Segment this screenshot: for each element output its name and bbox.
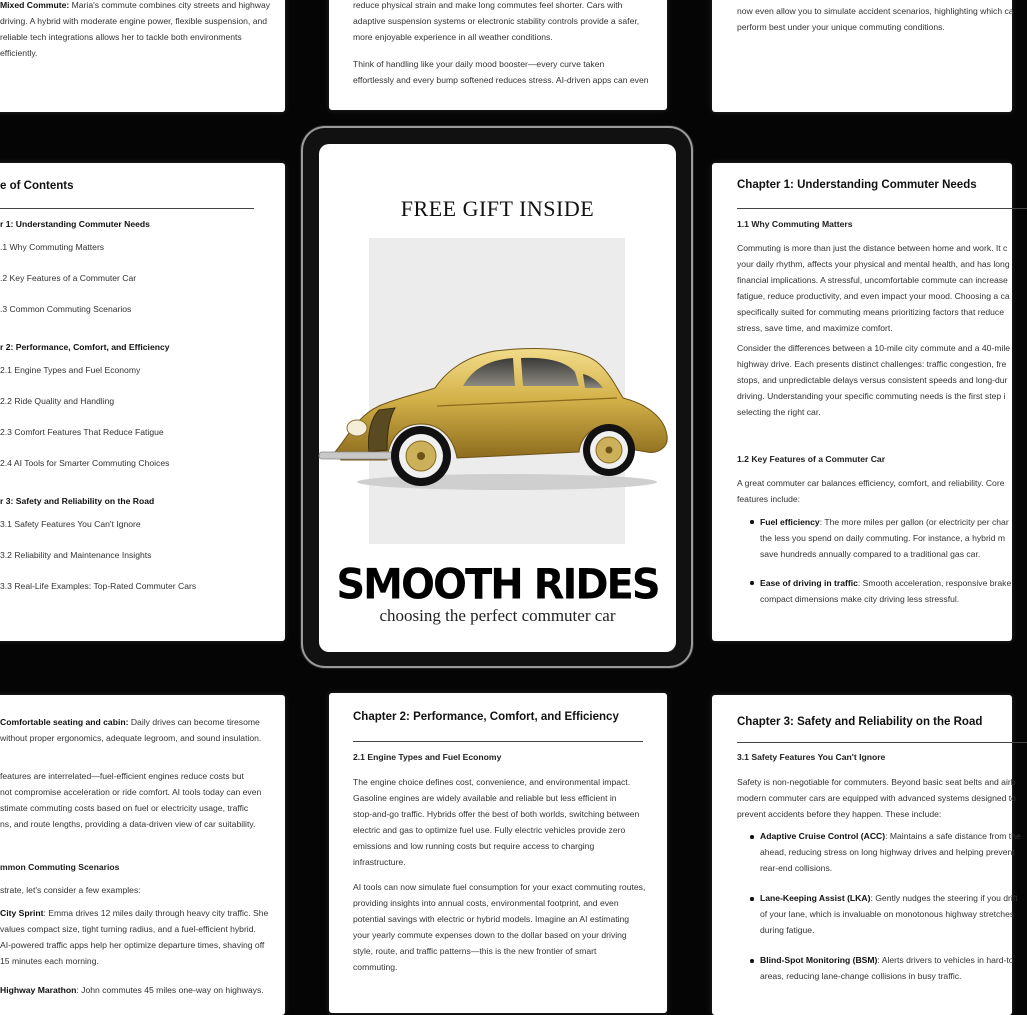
tablet-device [303, 128, 691, 666]
text-line [760, 514, 1009, 530]
car-photo [369, 238, 625, 544]
text-line: ns, and route lengths, providing a data-driven view of car suitability. [0, 819, 256, 829]
bullet-dot [750, 520, 754, 524]
text-line: ahead, reducing stress on long highway drives and helping prevent [760, 847, 1015, 857]
text-span: : Maintains a safe distance from the [885, 831, 1021, 841]
divider [737, 742, 1027, 743]
section-heading: 2.1 Engine Types and Fuel Economy [353, 752, 502, 762]
text-line: emissions and low running costs but require access to charging [353, 841, 595, 851]
text-line: infrastructure. [353, 857, 406, 867]
bold-label: Adaptive Cruise Control (ACC) [760, 831, 886, 841]
divider [0, 208, 254, 209]
gift-heading: FREE GIFT INSIDE [400, 196, 595, 221]
text-line [760, 828, 1021, 844]
chapter-title: Chapter 1: Understanding Commuter Needs [737, 179, 977, 191]
toc-chapter-entry[interactable]: r 2: Performance, Comfort, and Efficiency [0, 342, 170, 352]
section-heading: 3.1 Safety Features You Can't Ignore [737, 752, 886, 762]
text-span: : The more miles per gallon (or electricity per char [819, 517, 1009, 527]
text-line: specifically suited for commuting means prioritizing factors that reduce [737, 307, 1004, 317]
toc-chapter-entry[interactable]: r 3: Safety and Reliability on the Road [0, 496, 155, 506]
page-chapter-1 [712, 163, 1012, 641]
text-line [0, 905, 268, 921]
page-top-center [329, 0, 667, 110]
bold-label: Blind-Spot Monitoring (BSM) [760, 955, 878, 965]
text-line: stop-and-go traffic. Hybrids offer the best of both worlds, switching between [353, 809, 640, 819]
text-line: adaptive suspension systems or electronic stability controls provide a safer, [353, 16, 640, 26]
text-line: modern commuter cars are equipped with advanced systems designed to [737, 793, 1016, 803]
text-line [0, 982, 264, 998]
text-line [0, 0, 270, 13]
text-line: reliable tech integrations allows her to tackle both environments [0, 32, 242, 42]
book-title: SMOOTH RIDES [336, 560, 659, 610]
text-line: electric and gas to optimize fuel use. Fully electric vehicles provide zero [353, 825, 626, 835]
toc-section-entry[interactable]: .2 Key Features of a Commuter Car [0, 273, 137, 283]
text-span: Maria's commute combines city streets and highway [69, 0, 271, 10]
text-line: your daily rhythm, affects your physical and mental health, and has long [737, 259, 1010, 269]
text-line: financial implications. A stressful, uncomfortable commute can increase [737, 275, 1008, 285]
text-line [760, 890, 1018, 906]
bullet-dot [750, 581, 754, 585]
text-line: fatigue, reduce productivity, and even impact your mood. Choosing a ca [737, 291, 1010, 301]
section-heading: mmon Commuting Scenarios [0, 862, 120, 872]
text-line: of your lane, which is invaluable on monotonous highway stretches [760, 909, 1015, 919]
text-line: highway drive. Each presents distinct challenges: traffic congestion, fre [737, 359, 1007, 369]
ebook-cover [319, 144, 676, 652]
text-line: 15 minutes each morning. [0, 956, 99, 966]
bold-label: Ease of driving in traffic [760, 578, 858, 588]
page-bottom-left [0, 695, 285, 1015]
toc-section-entry[interactable]: 3.3 Real-Life Examples: Top-Rated Commuter Cars [0, 581, 197, 591]
text-line: A great commuter car balances efficiency, comfort, and reliability. Core [737, 478, 1005, 488]
bold-label: City Sprint [0, 908, 44, 918]
page-top-left [0, 0, 285, 112]
bullet-dot [750, 835, 754, 839]
section-heading: 1.2 Key Features of a Commuter Car [737, 454, 886, 464]
section-heading: 1.1 Why Commuting Matters [737, 219, 853, 229]
bold-label: Highway Marathon [0, 985, 77, 995]
text-line: Consider the differences between a 10-mile city commute and a 40-mile [737, 343, 1011, 353]
bold-label: Mixed Commute: [0, 0, 70, 10]
text-line: now even allow you to simulate accident scenarios, highlighting which ca [737, 6, 1014, 16]
toc-section-entry[interactable]: .3 Common Commuting Scenarios [0, 304, 132, 314]
bold-label: Lane-Keeping Assist (LKA) [760, 893, 871, 903]
text-span: : Alerts drivers to vehicles in hard-to [877, 955, 1014, 965]
book-subtitle: choosing the perfect commuter car [379, 606, 616, 625]
toc-chapter-entry[interactable]: r 1: Understanding Commuter Needs [0, 219, 150, 229]
toc-section-entry[interactable]: 3.1 Safety Features You Can't Ignore [0, 519, 141, 529]
text-line [760, 575, 1011, 591]
text-line: the less you spend on daily commuting. For instance, a hybrid m [760, 533, 1006, 543]
bullet-dot [750, 897, 754, 901]
text-line: values compact size, tight turning radius, and a fuel-efficient hybrid. [0, 924, 256, 934]
chapter-title: Chapter 3: Safety and Reliability on the Road [737, 716, 983, 728]
text-line: potential savings with electric or hybrid models. Imagine an AI estimating [353, 914, 630, 924]
text-line: strate, let's consider a few examples: [0, 885, 141, 895]
toc-section-entry[interactable]: .1 Why Commuting Matters [0, 242, 105, 252]
text-line: selecting the right car. [737, 407, 821, 417]
text-line: features include: [737, 494, 801, 504]
text-line [0, 714, 260, 730]
toc-title: e of Contents [0, 180, 74, 192]
text-line: more enjoyable experience in all weather conditions. [353, 32, 553, 42]
text-line: providing insights into annual costs, environmental footprint, and even [353, 898, 619, 908]
bold-label: Fuel efficiency [760, 517, 820, 527]
text-line: effortlessly and every bump softened reduces stress. AI-driven apps can even [353, 75, 649, 85]
text-line: style, route, and traffic patterns—this is the new frontier of smart [353, 946, 597, 956]
text-span: Daily drives can become tiresome [128, 717, 260, 727]
text-line: Gasoline engines are widely available and reliable but less efficient in [353, 793, 617, 803]
text-line: not compromise acceleration or ride comfort. AI tools today can even [0, 787, 262, 797]
text-line: without proper ergonomics, adequate legroom, and sound insulation. [0, 733, 262, 743]
text-line: stops, and unpredictable delays versus consistent speeds and long-dur [737, 375, 1008, 385]
toc-section-entry[interactable]: 2.1 Engine Types and Fuel Economy [0, 365, 141, 375]
text-line: Think of handling like your daily mood booster—every curve taken [353, 59, 605, 69]
toc-section-entry[interactable]: 3.2 Reliability and Maintenance Insights [0, 550, 152, 560]
text-line: prevent accidents before they happen. These include: [737, 809, 942, 819]
toc-section-entry[interactable]: 2.2 Ride Quality and Handling [0, 396, 115, 406]
chapter-title: Chapter 2: Performance, Comfort, and Efficiency [353, 711, 619, 723]
page-top-right [712, 0, 1012, 112]
text-line: rear-end collisions. [760, 863, 833, 873]
text-line: Commuting is more than just the distance between home and work. It c [737, 243, 1008, 253]
text-line: reduce physical strain and make long commutes feel shorter. Cars with [353, 0, 623, 10]
text-line: stress, save time, and maximize comfort. [737, 323, 893, 333]
text-line: areas, reducing lane-change collisions in busy traffic. [760, 971, 962, 981]
text-span: : Gently nudges the steering if you drift [870, 893, 1018, 903]
text-line: perform best under your unique commuting conditions. [737, 22, 945, 32]
toc-section-entry[interactable]: 2.3 Comfort Features That Reduce Fatigue [0, 427, 164, 437]
divider [353, 741, 643, 742]
text-span: : Smooth acceleration, responsive brake [857, 578, 1012, 588]
text-line: stimate commuting costs based on fuel or electricity usage, traffic [0, 803, 249, 813]
text-line: Safety is non-negotiable for commuters. Beyond basic seat belts and airb [737, 777, 1016, 787]
text-line [760, 952, 1014, 968]
text-line: AI tools can now simulate fuel consumption for your exact commuting routes, [353, 882, 646, 892]
vintage-car-image [317, 238, 677, 544]
text-line: efficiently. [0, 48, 38, 58]
page-chapter-3 [712, 695, 1021, 1015]
text-span: : Emma drives 12 miles daily through heavy city traffic. She [43, 908, 269, 918]
page-table-of-contents [0, 163, 285, 641]
bullet-dot [750, 959, 754, 963]
text-line: compact dimensions make city driving less stressful. [760, 594, 960, 604]
page-chapter-2 [329, 693, 667, 1013]
text-line: driving. A hybrid with moderate engine power, flexible suspension, and [0, 16, 268, 26]
text-line: AI-powered traffic apps help her optimize departure times, shaving off [0, 940, 265, 950]
toc-section-entry[interactable]: 2.4 AI Tools for Smarter Commuting Choices [0, 458, 170, 468]
text-line: commuting. [353, 962, 398, 972]
text-line: during fatigue. [760, 925, 815, 935]
text-line: The engine choice defines cost, convenience, and environmental impact. [353, 777, 631, 787]
divider [737, 208, 1027, 209]
text-line: driving. Understanding your specific commuting needs is the first step i [737, 391, 1006, 401]
text-line: features are interrelated—fuel-efficient engines reduce costs but [0, 771, 244, 781]
text-span: : John commutes 45 miles one-way on highways. [76, 985, 264, 995]
bold-label: Comfortable seating and cabin: [0, 717, 129, 727]
text-line: your yearly commute expenses down to the dollar based on your driving [353, 930, 627, 940]
text-line: save hundreds annually compared to a traditional gas car. [760, 549, 981, 559]
